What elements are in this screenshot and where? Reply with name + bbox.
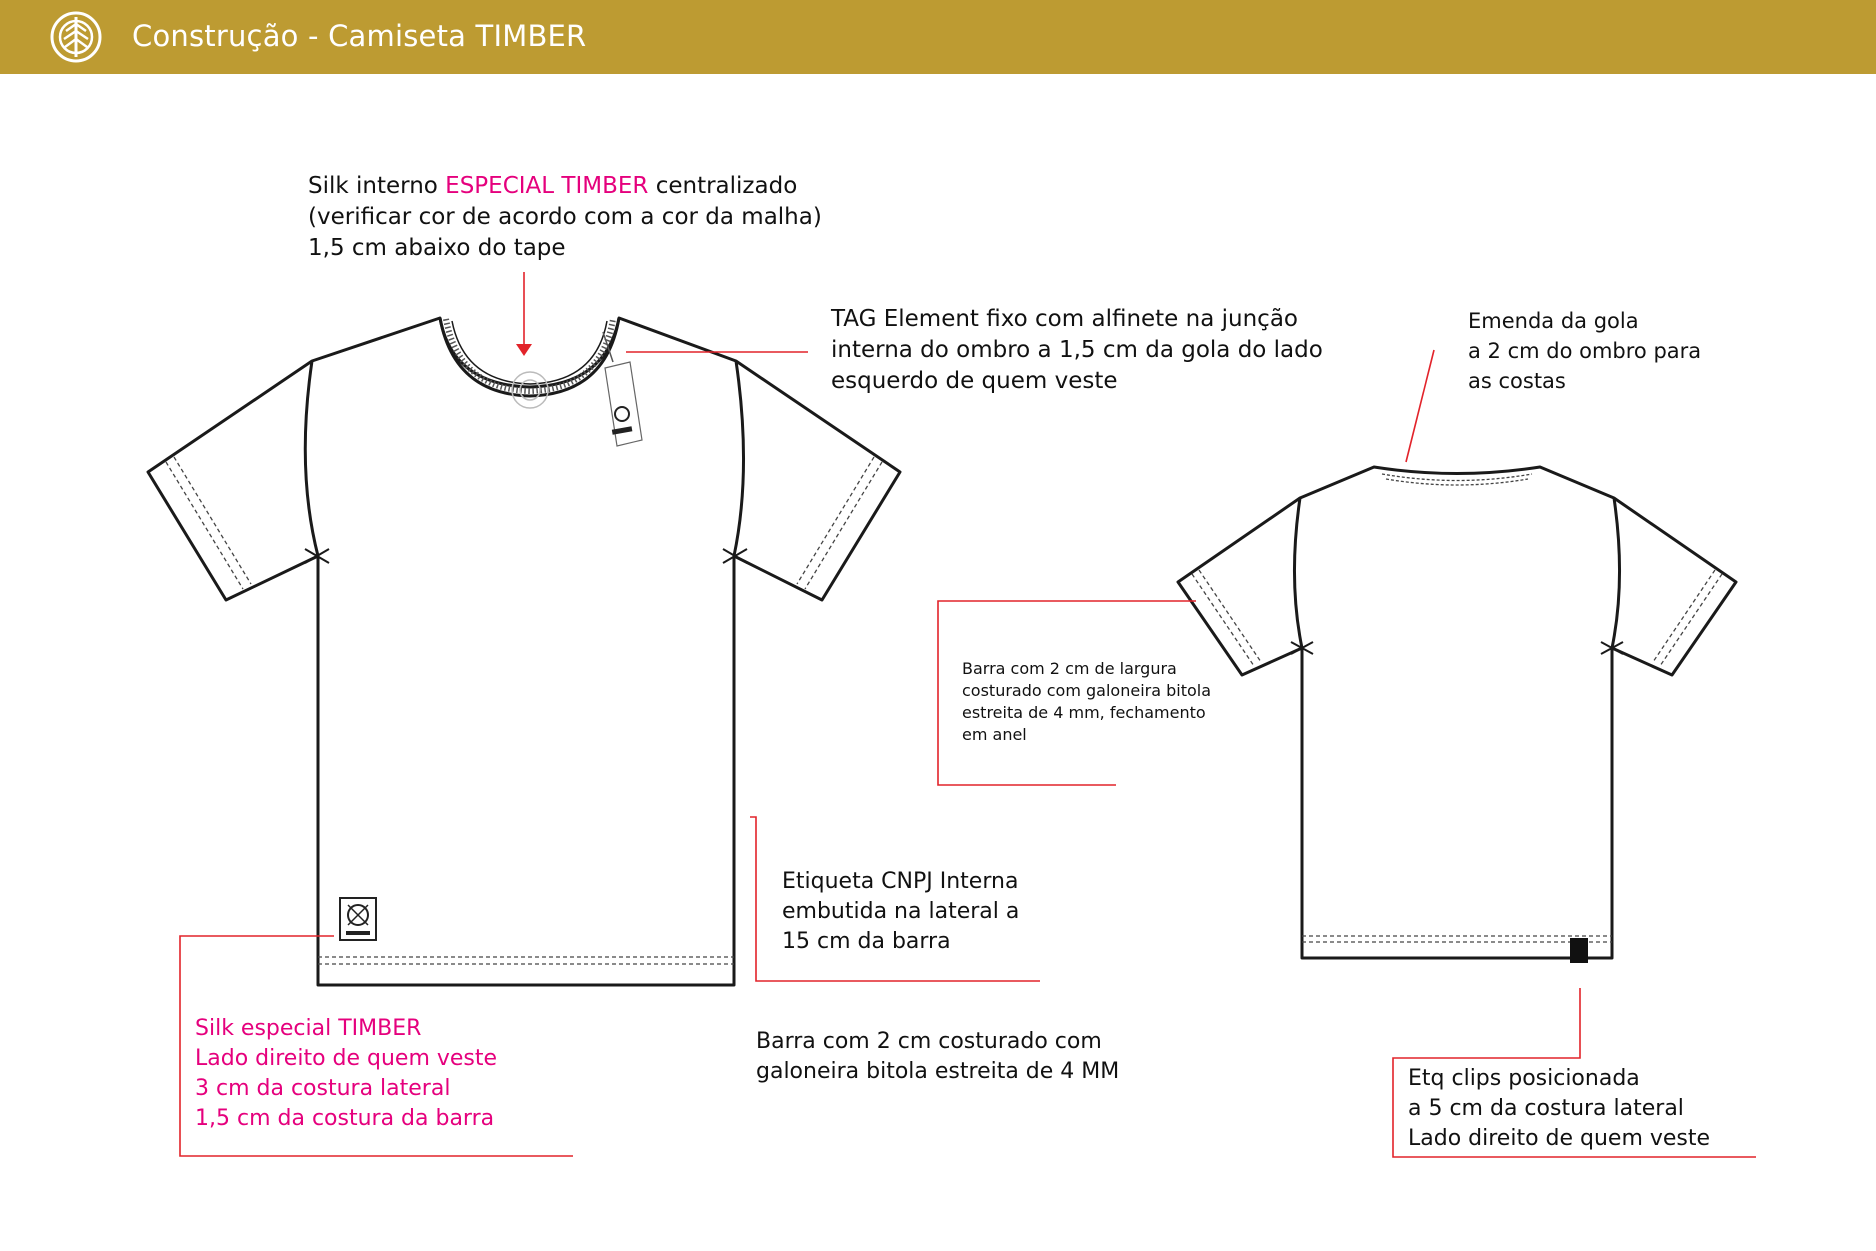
- note-barra-manga-line1: Barra com 2 cm de largura: [962, 659, 1177, 678]
- note-silk-especial: [195, 1014, 497, 1134]
- front-side-marks: [305, 549, 747, 563]
- note-silk-especial-line1: Silk especial TIMBER: [195, 1016, 422, 1041]
- note-silk-interno: [308, 171, 822, 264]
- note-barra-corpo-line2: galoneira bitola estreita de 4 MM: [756, 1059, 1120, 1084]
- back-shirt-outline: [1294, 467, 1619, 958]
- note-tag-element-line1: TAG Element fixo com alfinete na junção: [831, 306, 1298, 332]
- note-etiqueta-cnpj-line3: 15 cm da barra: [782, 929, 951, 954]
- note-etiqueta-cnpj: [782, 867, 1019, 957]
- back-left-sleeve: [1178, 498, 1302, 675]
- note-emenda-gola: [1468, 306, 1701, 396]
- note-silk-especial-line2: Lado direito de quem veste: [195, 1046, 498, 1071]
- note-tag-element-line2: interna do ombro a 1,5 cm da gola do lado: [831, 337, 1323, 363]
- note-barra-manga-line2: costurado com galoneira bitola: [962, 681, 1212, 700]
- note-silk-interno-line3: 1,5 cm abaixo do tape: [308, 235, 566, 261]
- back-side-marks: [1291, 642, 1623, 654]
- note-etq-clips-line1: Etq clips posicionada: [1408, 1066, 1640, 1091]
- front-silk-especial-label: [340, 898, 376, 940]
- note-silk-especial-line4: 1,5 cm da costura da barra: [195, 1106, 495, 1131]
- front-body-hem: [318, 957, 734, 964]
- page-title: Construção - Camiseta TIMBER: [132, 19, 587, 53]
- note-tag-element: [831, 304, 1323, 397]
- note-emenda-gola-line2: a 2 cm do ombro para: [1468, 339, 1702, 363]
- highlight-especial-timber: ESPECIAL TIMBER: [445, 173, 649, 199]
- note-silk-interno-line1: Silk interno ESPECIAL TIMBER centralizado: [308, 173, 798, 199]
- note-tag-element-line3: esquerdo de quem veste: [831, 368, 1118, 394]
- back-body-hem: [1302, 936, 1612, 942]
- note-barra-manga: [962, 658, 1211, 746]
- back-sleeve-hems: [1192, 570, 1722, 666]
- back-right-sleeve: [1612, 498, 1736, 675]
- note-emenda-gola-line3: as costas: [1468, 369, 1566, 393]
- note-barra-corpo-line1: Barra com 2 cm costurado com: [756, 1029, 1102, 1054]
- note-barra-corpo: [756, 1027, 1119, 1087]
- front-hang-tag: [603, 332, 642, 446]
- front-shirt-outline: [305, 318, 743, 985]
- note-silk-interno-line2: (verificar cor de acordo com a cor da malha): [308, 204, 822, 230]
- note-etiqueta-cnpj-line1: Etiqueta CNPJ Interna: [782, 869, 1019, 894]
- note-silk-especial-line3: 3 cm da costura lateral: [195, 1076, 451, 1101]
- note-etq-clips-line2: a 5 cm da costura lateral: [1408, 1096, 1684, 1121]
- back-shirt: [1178, 467, 1736, 958]
- note-barra-manga-line3: estreita de 4 mm, fechamento: [962, 703, 1206, 722]
- note-etq-clips: [1408, 1064, 1710, 1154]
- note-barra-manga-line4: em anel: [962, 725, 1027, 744]
- note-etiqueta-cnpj-line2: embutida na lateral a: [782, 899, 1020, 924]
- back-collar: [1382, 474, 1532, 485]
- front-sleeve-hems: [166, 457, 882, 589]
- note-emenda-gola-line1: Emenda da gola: [1468, 309, 1639, 333]
- front-collar: [440, 318, 619, 396]
- note-etq-clips-line3: Lado direito de quem veste: [1408, 1126, 1711, 1151]
- back-clip-label: [1570, 938, 1588, 963]
- front-left-sleeve: [148, 361, 318, 600]
